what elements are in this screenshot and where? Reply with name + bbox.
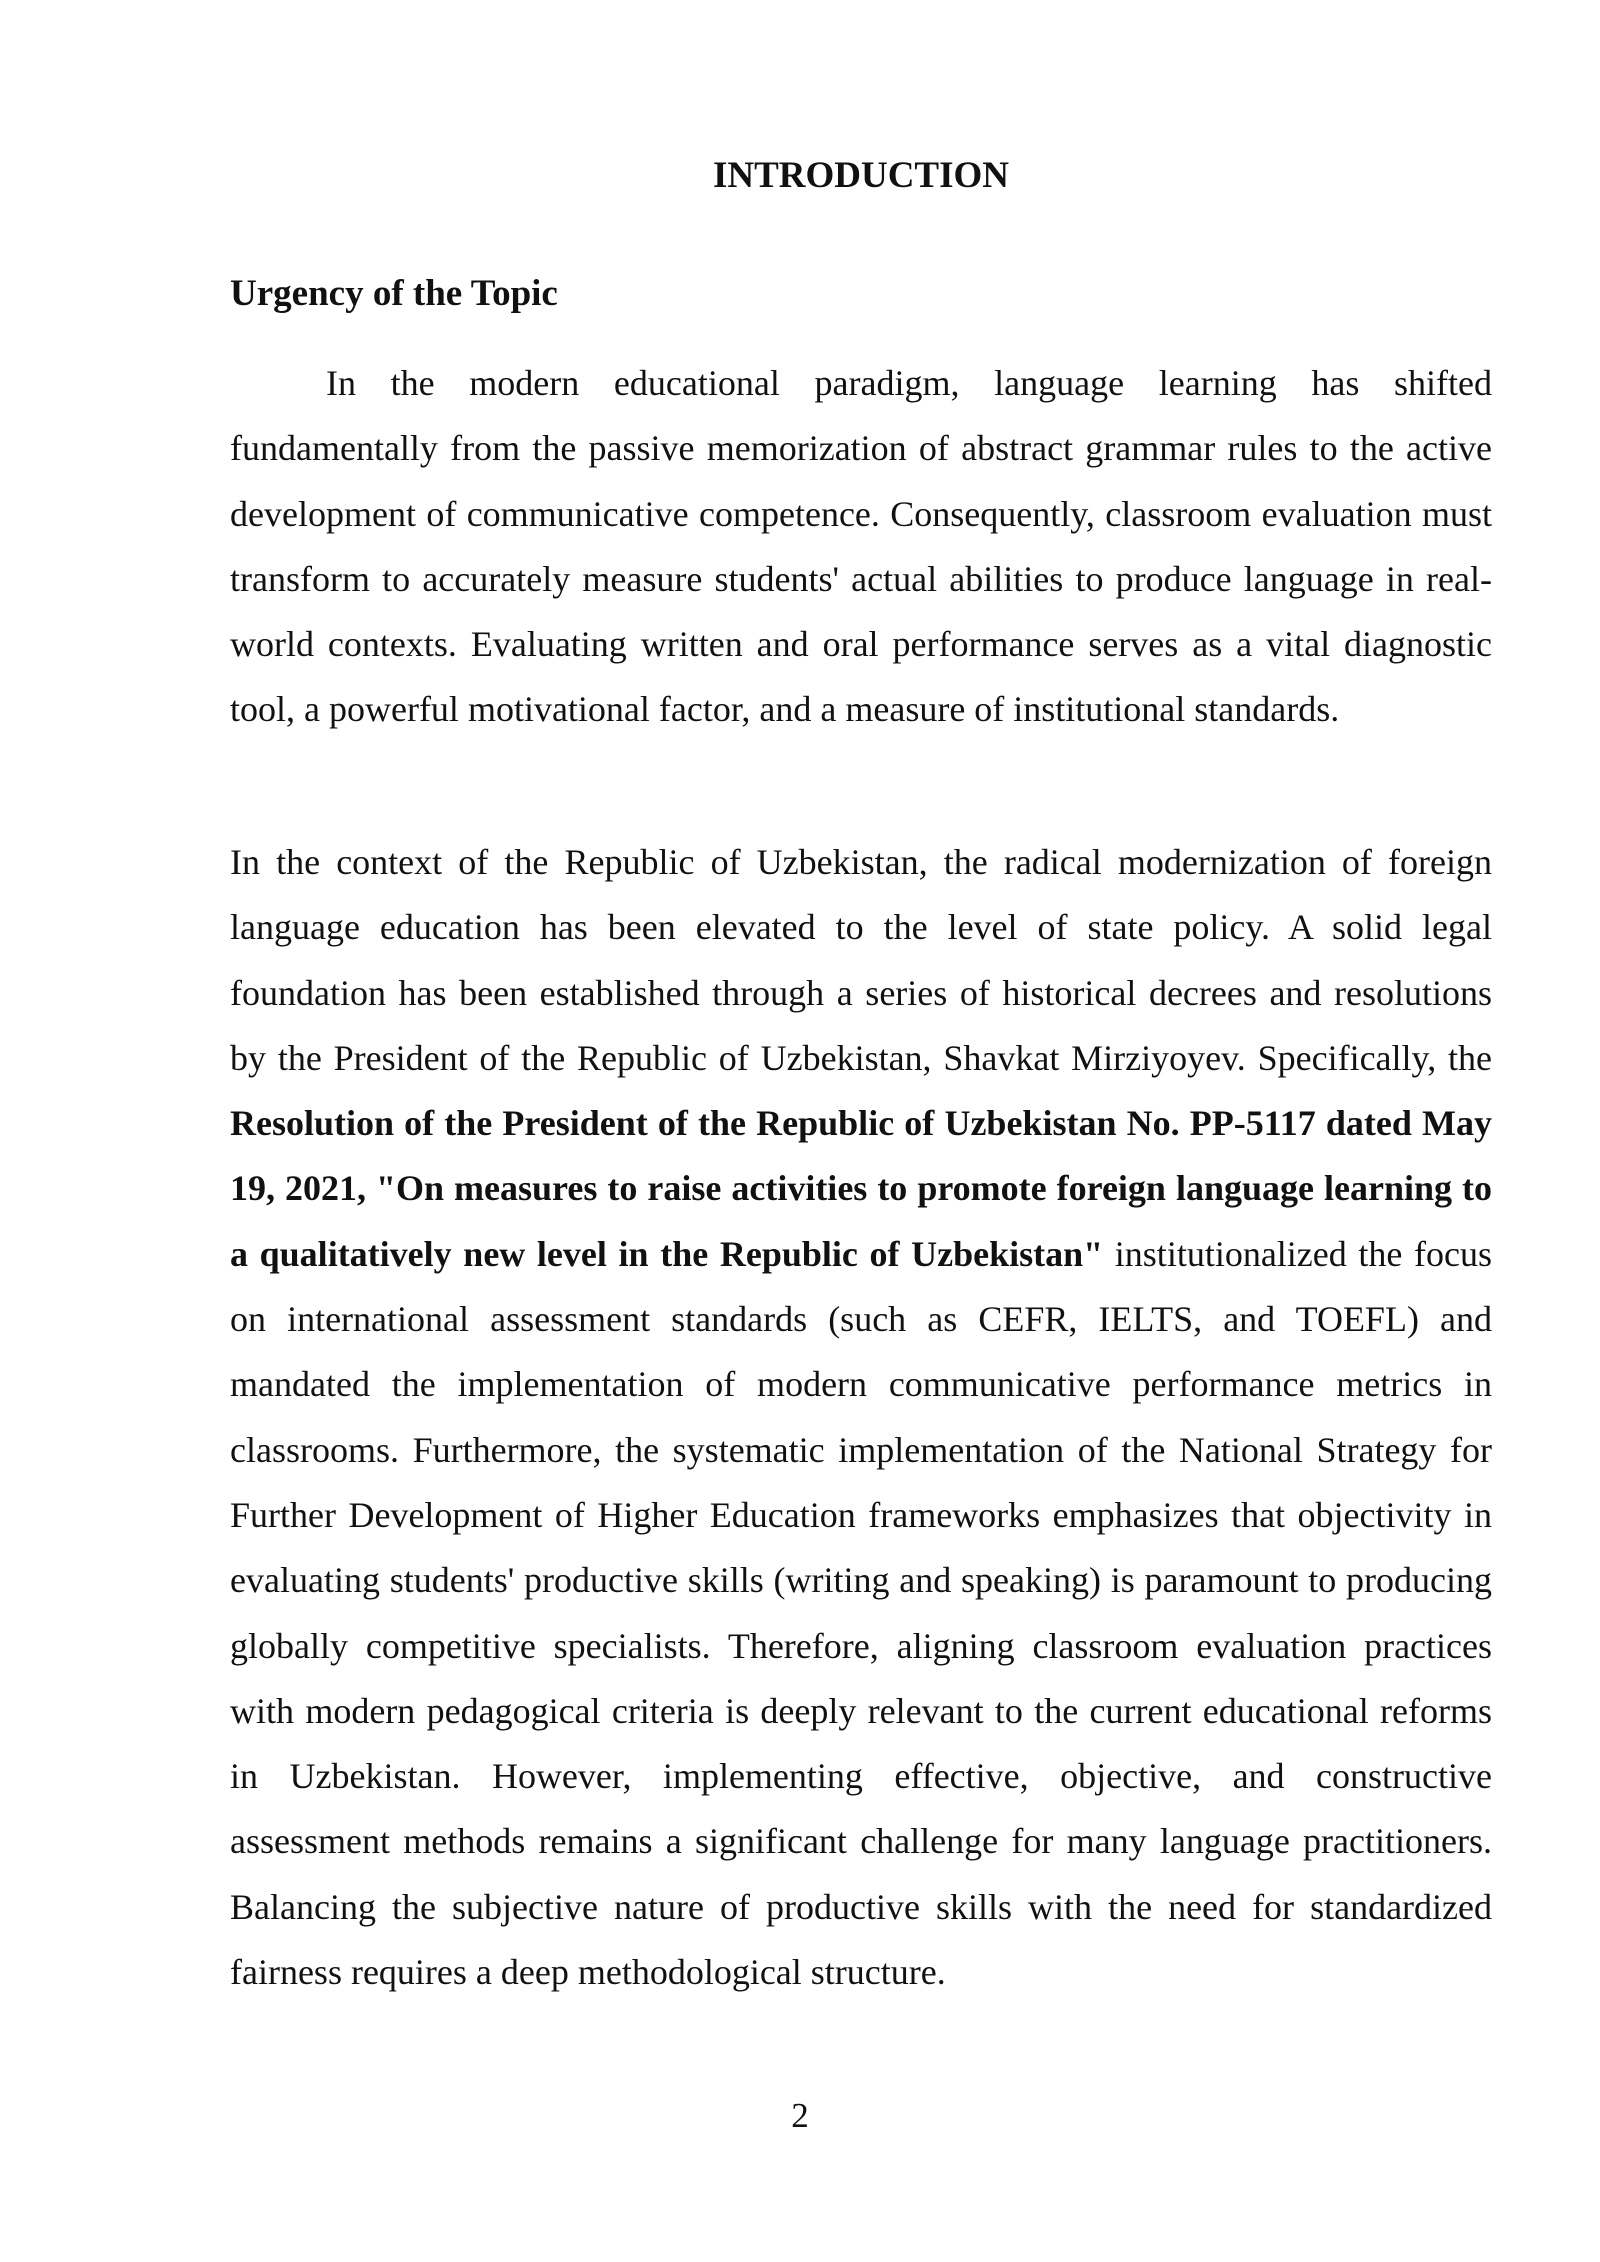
paragraph-uzbekistan-policy — [230, 830, 1492, 2005]
section-title: Urgency of the Topic — [230, 273, 558, 314]
paragraph-lead-text: In the context of the Republic of Uzbekistan, the radical modernization of foreign language education has been elevated to the level of state policy. A solid legal foundation has been established through a series of historical decrees and resolutions by the President of the Republic of Uzbekistan, Shavkat Mirziyoyev. Specifically, the — [230, 842, 1492, 1078]
paragraph-urgency-intro: In the modern educational paradigm, language learning has shifted fundamentally from the passive memorization of abstract grammar rules to the active development of communicative competence. Consequently, classroom evaluation must transform to accurately measure students' actual abilities to produce language in real-world contexts. Evaluating written and oral performance serves as a vital diagnostic tool, a powerful motivational factor, and a measure of institutional standards. — [230, 363, 1492, 730]
resolution-citation: Resolution of the President of the Republic of Uzbekistan No. PP-5117 dated May 19, 2021, "On measures to raise activities to promote foreign language learning to a qualitatively new level in the Republic of Uzbekistan" — [230, 1103, 1492, 1274]
page-number: 2 — [791, 2096, 809, 2135]
chapter-heading: INTRODUCTION — [712, 155, 1010, 196]
paragraph-rest-text: institutionalized the focus on international assessment standards (such as CEFR, IELTS, and TOEFL) and mandated the implementation of modern communicative performance metrics in classrooms. Furthermore, the systematic implementation of the National Strategy for Further Development of Higher Education frameworks emphasizes that objectivity in evaluating students' productive skills (writing and speaking) is paramount to producing globally competitive specialists. Therefore, aligning classroom evaluation practices with modern pedagogical criteria is deeply relevant to the current educational reforms in Uzbekistan. However, implementing effective, objective, and constructive assessment methods remains a significant challenge for many language practitioners. Balancing the subjective nature of productive skills with the need for standardized fairness requires a deep methodological structure. — [230, 1233, 1493, 1993]
